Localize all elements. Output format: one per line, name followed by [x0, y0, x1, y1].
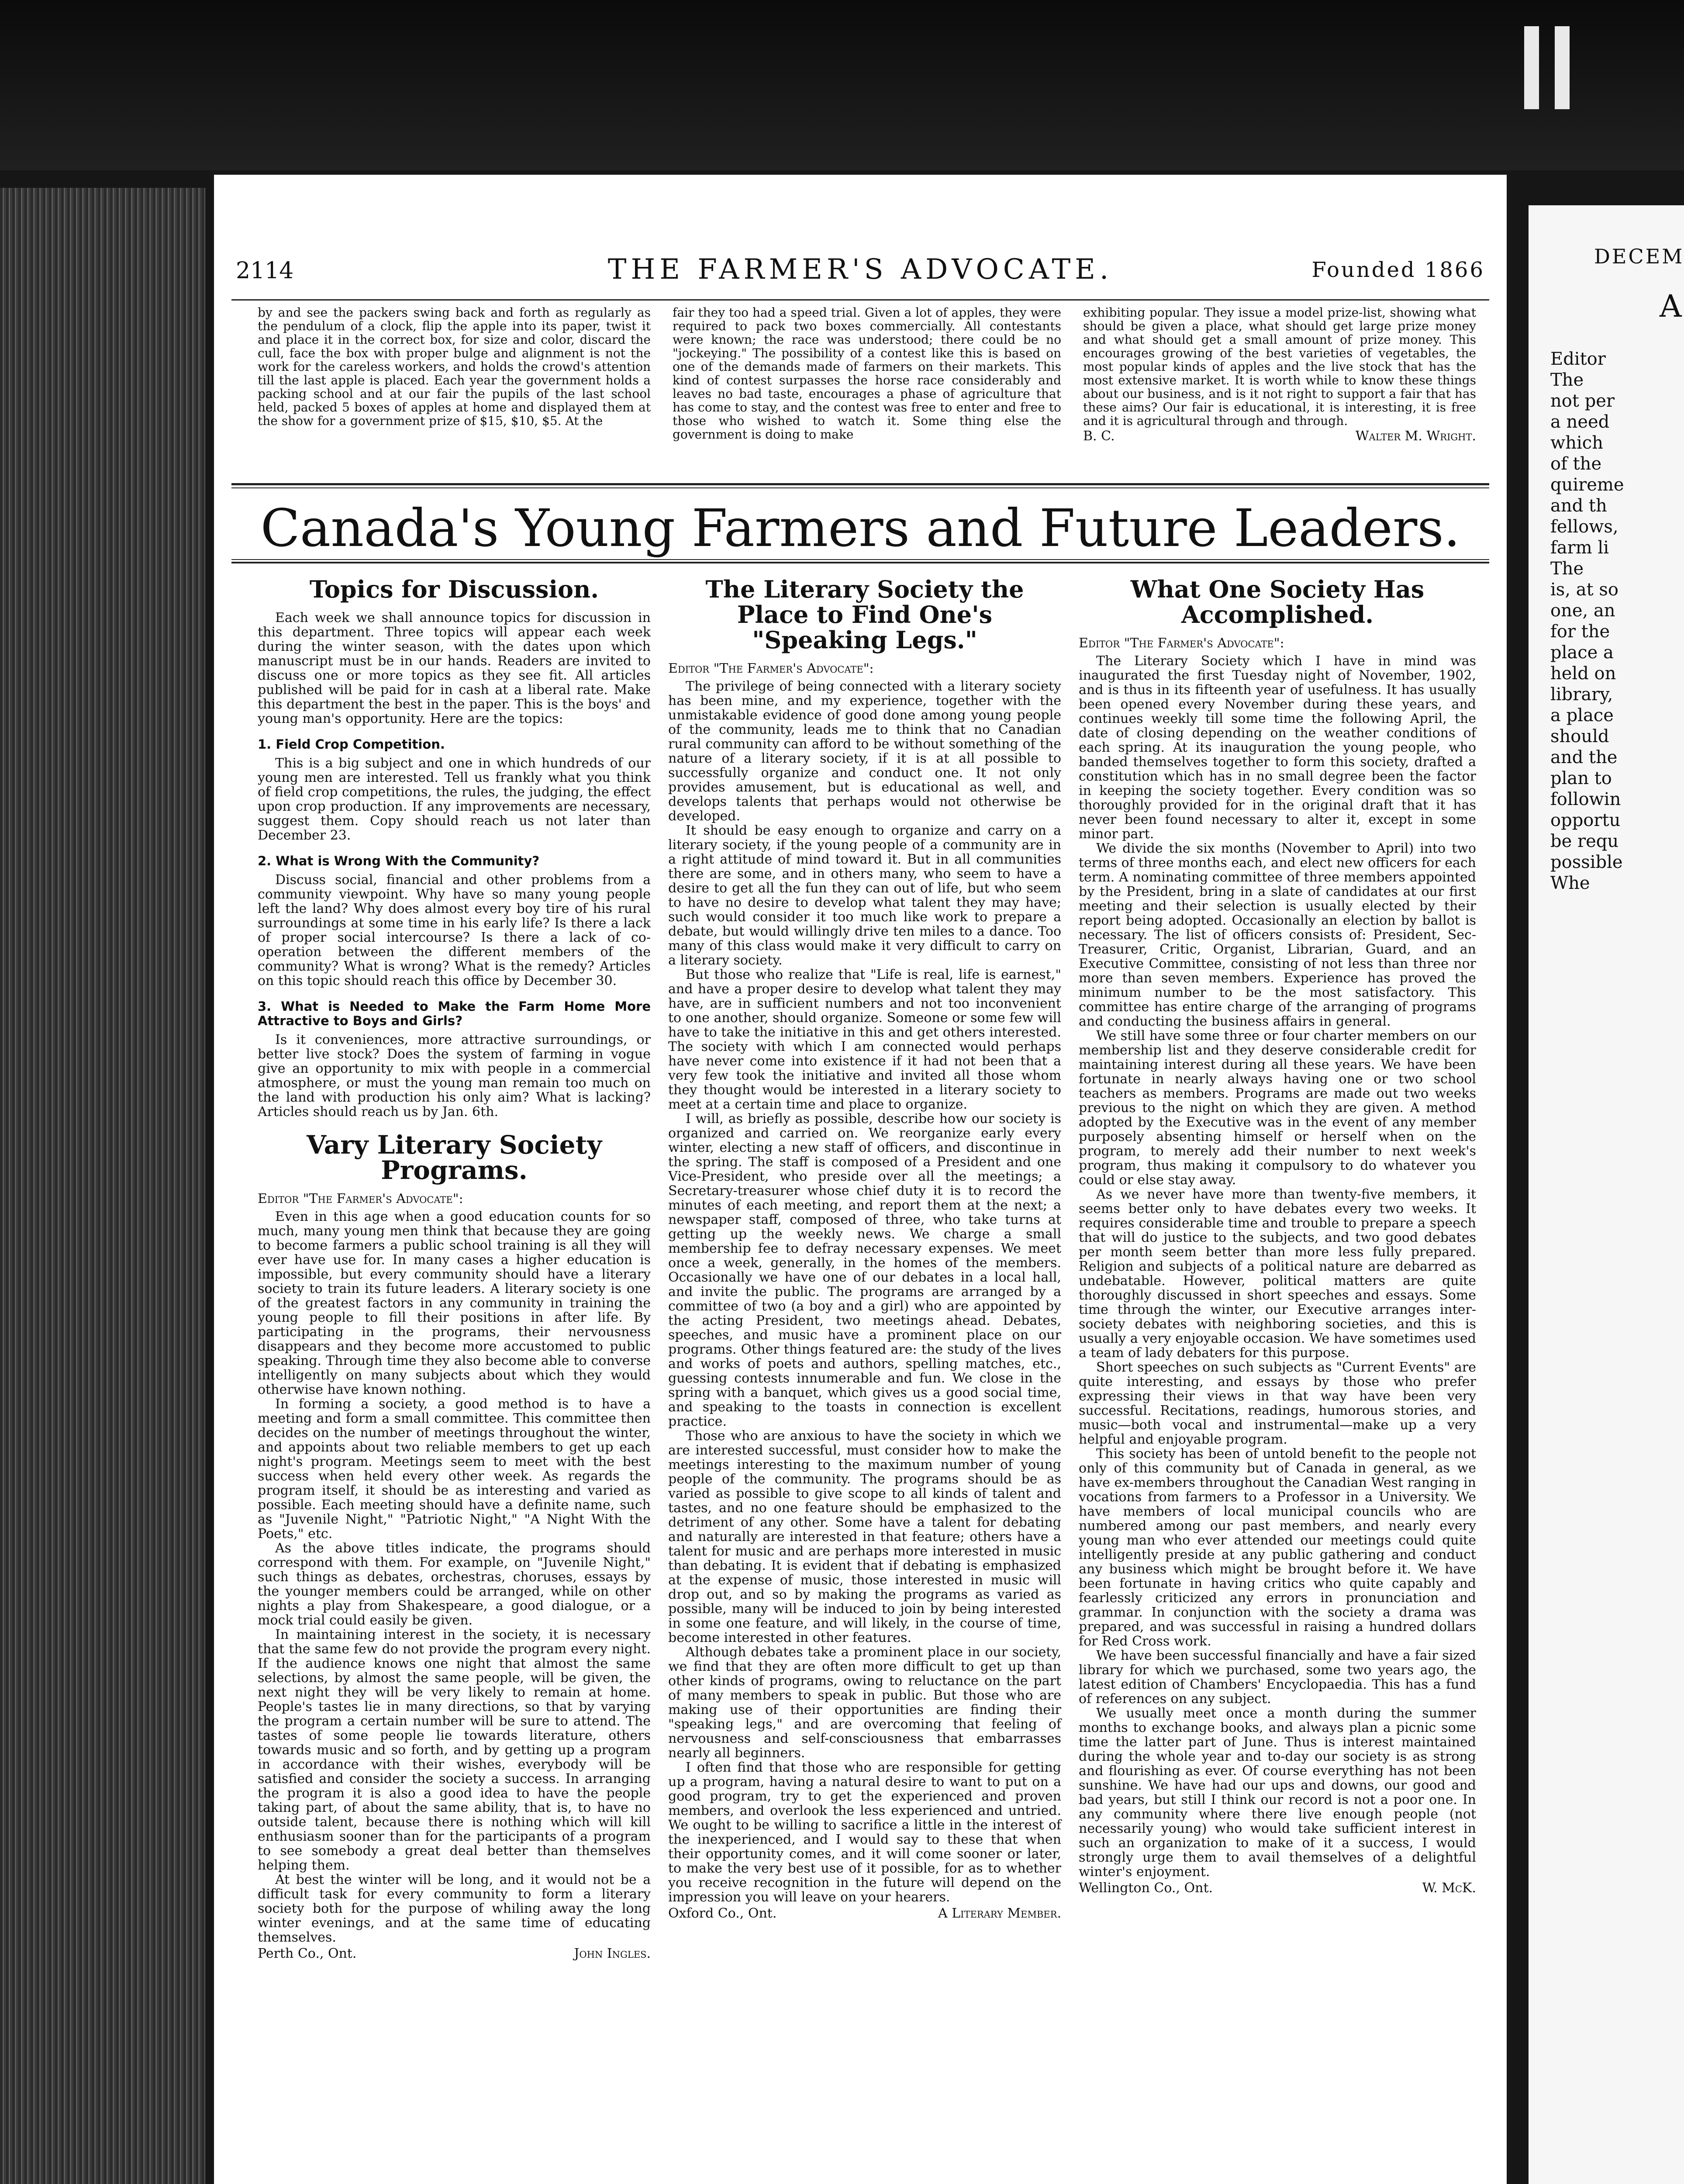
literary-paragraph: But those who realize that "Life is real, life is earnest," and have a proper desire to develop what talent they may have, are in sufficient numbers and not too inconvenient to one another, should organize. Someone or some few will have to take the initiative in this and get others interested. The society with which I am connected would perhaps have never come into existence if it had not been that a very few took the initiative and invited all those whom they thought would be interested in a literary society to meet at a certain time and place to organize. [668, 967, 1061, 1112]
adjacent-fragment-line: and the [1550, 747, 1618, 767]
continuation-signature [1083, 429, 1476, 443]
adjacent-fragment-line: of the [1550, 454, 1602, 474]
adjacent-fragment-line: Editor [1550, 349, 1606, 369]
adjacent-fragment-line: one, an [1550, 601, 1615, 621]
adjacent-title: A [1660, 288, 1682, 324]
vary-heading: Vary Literary Society Programs. [306, 1130, 602, 1185]
adjacent-fragment-line: which [1550, 433, 1603, 453]
continuation-text-3: exhibiting popular. They issue a model prize-list, showing what should be given a place, what should get large prize money and what should get a small amount of prize money. This encourages growing of the best varieties of vegetables, the most popular kinds of apples and the live stock that has the most extensive market. It is worth while to know these things about our business, and is it not right to support a fair that has these aims? Our fair is educational, it is interesting, it is free and it is agricultural through and through. [1083, 305, 1476, 428]
accomplished-paragraph: We usually meet once a month during the summer months to exchange books, and always plan a picnic some time the latter part of June. Thus is interest maintained during the whole year and to-day our society is as strong and flourishing as ever. Of course everything has not been sunshine. We have had our ups and downs, our good and bad years, but still I think our record is not a poor one. In any community where there live enough people (not necessarily young) who would take sufficient interest in such an organization to make of it a success, I would strongly urge them to avail themselves of a delightful winter's enjoyment. [1079, 1706, 1476, 1880]
continuation-col-2 [673, 306, 1061, 441]
accomplished-editor-line: Editor "The Farmer's Advocate": [1079, 636, 1284, 651]
vary-paragraph: As the above titles indicate, the programs should correspond with them. For example, on "Juvenile Night," such things as debates, orchestras, choruses, essays by the younger members could be arranged, while on other nights a play from Shakespeare, a good dialogue, or a mock trial could easily be given. [258, 1541, 651, 1628]
adjacent-fragment-line: library, [1550, 684, 1613, 705]
continuation-text-2: fair they too had a speed trial. Given a lot of apples, they were required to pack two boxes commercially. All contestants were known; the race was understood; there could be no "jockeying." The possibility of a contest like this is based on one of the demands made of farmers on their markets. This kind of contest surpasses the horse race considerably and leaves no bad taste, encourages a phase of agriculture that has come to stay, and the contest was free to enter and free to those who wished to watch it. Some thing else the government is doing to make [673, 305, 1061, 442]
adjacent-fragment-line: fellows, [1550, 517, 1618, 537]
adjacent-fragment-line: should [1550, 726, 1609, 746]
adjacent-fragment-line: is, at so [1550, 580, 1618, 600]
signature-name: Walter M. Wright. [1355, 429, 1476, 444]
literary-paragraph: I will, as briefly as possible, describe how our society is organized and carried on. We reorganize early every winter, electing a new staff of officers, and discontinue in the spring. The staff is composed of a President and one Vice-President, who preside over all the meetings; a Secretary-treasurer whose chief duty it is to record the minutes of each meeting, and report them at the next; a newspaper staff, composed of three, who take turns at getting up the weekly news. We charge a small membership fee to defray necessary expenses. We meet once a week, generally, in the homes of the members. Occasionally we have one of our debates in a local hall, and invite the public. The programs are arranged by a committee of two (a boy and a girl) who are appointed by the acting President, two meetings ahead. Debates, speeches, and music have a prominent place on our programs. Other things featured are: the study of the lives and works of poets and authors, spelling matches, etc., guessing contests innumerable and fun. We close in the spring with a banquet, which gives us a good social time, and speaking to the toasts in connection is excellent practice. [668, 1111, 1061, 1429]
vary-paragraph: Even in this age when a good education counts for so much, many young men think that because they are going to become farmers a public school training is all they will ever have use for. In many cases a higher education is impossible, but every community should have a literary society to train its future leaders. A literary society is one of the greatest factors in any community in training the young people to fill their positions in after life. By participating in the programs, their nervousness disappears and they become more accustomed to public speaking. Through time they also become able to converse intelligently on many subjects about which they would otherwise have known nothing. [258, 1209, 651, 1397]
adjacent-header: DECEM [1594, 245, 1684, 268]
adjacent-fragment-line: The [1550, 559, 1584, 579]
literary-paragraph: It should be easy enough to organize and carry on a literary society, if the young people of a community are in a right attitude of mind toward it. But in all communities there are some, and in others many, who seem to have a desire to get all the fun they can out of life, but who seem to have no desire to develop what talent they may have; such would consider it too much like work to prepare a debate, but would willingly drive ten miles to a dance. Too many of this class would make it very difficult to carry on a literary society. [668, 823, 1061, 968]
newspaper-page [214, 175, 1507, 2184]
topics-intro: Each week we shall announce topics for discussion in this department. Three topics will appear each week during the winter season, with the dates upon which manuscript must be in our hands. Readers are invited to discuss one or more topics as they see fit. All articles published will be paid for in cash at a liberal rate. Make this department the best in the paper. This is the boys' and young man's opportunity. Here are the topics: [258, 610, 651, 726]
accomplished-paragraph: We divide the six months (November to April) into two terms of three months each, and elect new officers for each term. A nominating committee of three members appointed by the President, bring in a slate of candidates at our first meeting and their selection is usually elected by their report being adopted. Occasionally an election by ballot is necessary. The list of officers consists of: President, Sec-Treasurer, Critic, Organist, Librarian, Guard, and an Executive Committee, consisting of not less than three nor more than seven members. Experience has proved the minimum number to be the most satisfactory. This committee has entire charge of the arranging of programs and conducting the business affairs in general. [1079, 841, 1476, 1029]
masthead: THE FARMER'S ADVOCATE. [607, 253, 1113, 286]
founded-date: Founded 1866 [1311, 258, 1485, 282]
accomplished-paragraph: We have been successful financially and have a fair sized library for which we purchased, some two years ago, the latest edition of Chambers' Encyclopaedia. This has a fund of references on any subject. [1079, 1648, 1476, 1707]
adjacent-page-fragment [1529, 205, 1684, 2184]
running-head [214, 253, 1507, 293]
vary-editor-line: Editor "The Farmer's Advocate": [258, 1191, 463, 1206]
literary-paragraph: Those who are anxious to have the society in which we are interested successful, must consider how to make the meetings interesting to the maximum number of young people of the community. The programs should be as varied as possible to give scope to all kinds of talent and tastes, and no one feature should be emphasized to the detriment of any other. Some have a talent for debating and naturally are interested in that feature; others have a talent for music and are perhaps more interested in music than debating. It is evident that if debating is emphasized at the expense of music, those interested in music will drop out, and so by making the programs as varied as possible, many will be induced to join by being interested in some one feature, and will likely, in the course of time, become interested in other features. [668, 1428, 1061, 1645]
adjacent-fragment-line: a place [1550, 705, 1614, 726]
adjacent-fragment-line: be requ [1550, 831, 1619, 851]
vary-author: John Ingles. [574, 1946, 651, 1961]
signature-initials: B. C. [1083, 429, 1115, 444]
accomplished-paragraph: The Literary Society which I have in mind was inaugurated the first Tuesday night of November, 1902, and is thus in its fifteenth year of usefulness. It has usually been opened every November during these years, and continues weekly till some time the following April, the date of closing depending on the weather conditions of each spring. At its inauguration the young people, who banded themselves together to form this society, drafted a constitution which has in no small degree been the factor in keeping the society together. Every condition was so thoroughly provided for in the original draft that it has never been found necessary to alter it, except in some minor part. [1079, 653, 1476, 842]
banner-rule-top [231, 483, 1489, 485]
adjacent-fragment-line: possible [1550, 852, 1623, 872]
banner-rule-top-thin [231, 487, 1489, 488]
section-banner: Canada's Young Farmers and Future Leaders. [260, 498, 1460, 558]
topics-heading: Topics for Discussion. [309, 575, 599, 603]
continuation-col-1 [258, 306, 651, 428]
accomplished-paragraph: As we never have more than twenty-five members, it seems better only to have debates every two weeks. It requires considerable time and trouble to prepare a speech that will do justice to the subjects, and two good debates per month seem better than more less fully prepared. Religion and subjects of a political nature are debarred as undebatable. However, political matters are quite thoroughly discussed in short speeches and essays. Some time through the winter, our Executive arranges inter-society debates with neighboring societies, and this is usually a very enjoyable occasion. We have sometimes used a team of lady debaters for this purpose. [1079, 1187, 1476, 1361]
literary-location: Oxford Co., Ont. [668, 1906, 777, 1921]
literary-heading: The Literary Society the Place to Find One's "Speaking Legs." [705, 575, 1024, 654]
topic-2-title: 2. What is Wrong With the Community? [258, 854, 540, 868]
page-number: 2114 [236, 258, 294, 284]
literary-editor-line: Editor "The Farmer's Advocate": [668, 661, 874, 676]
calibration-bar-right [1555, 26, 1570, 109]
vary-location: Perth Co., Ont. [258, 1946, 357, 1961]
calibration-bar-left [1524, 26, 1539, 109]
topic-3-title: 3. What is Needed to Make the Farm Home More Attractive to Boys and Girls? [258, 999, 651, 1028]
literary-paragraph: The privilege of being connected with a literary society has been mine, and my experience, together with the unmistakable evidence of good done among young people of the community, leads me to think that no Canadian rural community can afford to be without something of the nature of a literary society, if it is at all possible to successfully organize and conduct one. It not only provides amusement, but is educational as well, and develops talents that perhaps would not otherwise be developed. [668, 679, 1061, 824]
accomplished-paragraph: We still have some three or four charter members on our membership list and they deserve considerable credit for maintaining interest during all these years. We have been fortunate in nearly always having one or two school teachers as members. Programs are made out two weeks previous to the night on which they are given. A method adopted by the Executive was in the event of any member purposely absenting himself or herself when on the program, to merely add their number to next week's program, thus making it compulsory to do whatever you could or else stay away. [1079, 1028, 1476, 1188]
literary-paragraph: I often find that those who are responsible for getting up a program, having a natural desire to want to put on a good program, try to get the experienced and proven members, and overlook the less experienced and untried. We ought to be willing to sacrifice a little in the interest of the inexperienced, and I would say to these that when their opportunity comes, and it will come sooner or later, to make the very best use of it possible, for as to whether you receive recognition in the future will depend on the impression you will leave on your hearers. [668, 1760, 1061, 1905]
scan-dark-top [0, 0, 1684, 170]
accomplished-signature [1079, 1881, 1476, 1895]
adjacent-fragment-line: Whe [1550, 873, 1590, 893]
adjacent-fragment-line: and th [1550, 496, 1607, 516]
header-rule [231, 299, 1489, 301]
adjacent-fragment-line: held on [1550, 663, 1616, 684]
topic-1-title: 1. Field Crop Competition. [258, 737, 445, 752]
vary-paragraph: In maintaining interest in the society, it is necessary that the same few do not provide the program every night. If the audience knows one night that almost the same selections, by almost the same people, will be given, the next night they will be very likely to remain at home. People's tastes lie in many directions, so that by varying the program a certain number will be sure to attend. The tastes of some people lie towards literature, others towards music and so forth, and by getting up a program in accordance with their wishes, everybody will be satisfied and consider the society a success. In arranging the program it is also a good idea to have the people taking part, of about the same ability, that is, to have no outside talent, because there is nothing which will kill enthusiasm sooner than for the participants of a program to see somebody a great deal better than themselves helping them. [258, 1627, 651, 1873]
topic-3-text: Is it conveniences, more attractive surroundings, or better live stock? Does the system of farming in vogue give an opportunity to mix with people in a commercial atmosphere, or must the young man remain too much on the land with production his only aim? What is lacking? Articles should reach us by Jan. 6th. [258, 1032, 651, 1120]
adjacent-fragment-line: a need [1550, 412, 1610, 432]
adjacent-fragment-line: place a [1550, 643, 1614, 663]
banner-rule-bottom [231, 559, 1489, 560]
topic-2-text: Discuss social, financial and other problems from a community viewpoint. Why have so many young people left the land? Why does almost every boy tire of his rural surroundings at some time in his early life? Is there a lack of proper social intercourse? Is there a lack of co-operation between the different members of the community? What is wrong? What is the remedy? Articles on this topic should reach this office by December 30. [258, 872, 651, 988]
adjacent-fragment-line: opportu [1550, 810, 1621, 830]
literary-signature [668, 1906, 1061, 1921]
accomplished-heading: What One Society Has Accomplished. [1130, 575, 1425, 629]
accomplished-author: W. McK. [1422, 1880, 1476, 1896]
literary-paragraph: Although debates take a prominent place in our society, we find that they are often more difficult to get up than other kinds of programs, owing to reluctance on the part of many members to speak in public. But those who are making use of their opportunities are finding their "speaking legs," and are overcoming that feeling of nervousness and self-consciousness that embarrasses nearly all beginners. [668, 1645, 1061, 1761]
adjacent-fragment-line: followin [1550, 789, 1621, 809]
adjacent-fragment-line: plan to [1550, 768, 1612, 788]
accomplished-paragraph: This society has been of untold benefit to the people not only of this community but of Canada in general, as we have ex-members throughout the Canadian West ranging in vocations from farmers to a Professor in a University. We have members of local municipal councils who are numbered among our past members, and nearly every young man who ever attended our meetings could quite intelligently preside at any public gathering and conduct any business which might be brought before it. We have been fortunate in having critics who quite capably and fearlessly criticized any errors in pronunciation and grammar. In conjunction with the society a drama was prepared, and was successful in raising a hundred dollars for Red Cross work. [1079, 1446, 1476, 1649]
topic-1-text: This is a big subject and one in which hundreds of our young men are interested. Tell us frankly what you think of field crop competitions, the rules, the judging, the effect upon crop production. If any improvements are necessary, suggest them. Copy should reach us not later than December 23. [258, 756, 651, 843]
continuation-text-1: by and see the packers swing back and forth as regularly as the pendulum of a clock, flip the apple into its paper, twist it and place it in the correct box, for size and color, discard the cull, face the box with proper bulge and alignment is not the work for the careless workers, and holds the crowd's attention till the last apple is placed. Each year the government holds a packing school and at our fair the pupils of the last school held, packed 5 boxes of apples at home and displayed them at the show for a government prize of $15, $10, $5. At the [258, 305, 651, 428]
adjacent-fragment-line: farm li [1550, 538, 1609, 558]
adjacent-fragment-line: The [1550, 370, 1584, 390]
adjacent-fragment-line: quireme [1550, 475, 1624, 495]
vary-paragraph: At best the winter will be long, and it would not be a difficult task for every community to form a literary society both for the purpose of whiling away the long winter evenings, and at the same time of educating themselves. [258, 1872, 651, 1945]
column-middle [668, 577, 1061, 1921]
accomplished-location: Wellington Co., Ont. [1079, 1880, 1213, 1896]
book-page-edges [0, 188, 205, 2184]
column-right [1079, 577, 1476, 1895]
literary-author: A Literary Member. [938, 1906, 1061, 1921]
continuation-col-3 [1083, 306, 1476, 443]
accomplished-paragraph: Short speeches on such subjects as "Current Events" are quite interesting, and essays by those who prefer expressing their views in that way have been very successful. Recitations, readings, humorous stories, and music—both vocal and instrumental—make up a very helpful and enjoyable program. [1079, 1360, 1476, 1447]
vary-signature [258, 1946, 651, 1961]
adjacent-fragment-line: not per [1550, 391, 1615, 411]
column-left [258, 577, 651, 1961]
banner-rule-bottom-thick [231, 562, 1489, 563]
vary-paragraph: In forming a society, a good method is to have a meeting and form a small committee. This committee then decides on the number of meetings throughout the winter, and appoints about two reliable members to get up each night's program. Meetings seem to meet with the best success when held every other week. As regards the program itself, it should be as interesting and varied as possible. Each meeting should have a definite name, such as "Juvenile Night," "Patriotic Night," "A Night With the Poets," etc. [258, 1396, 651, 1541]
adjacent-fragment-line: for the [1550, 622, 1610, 642]
